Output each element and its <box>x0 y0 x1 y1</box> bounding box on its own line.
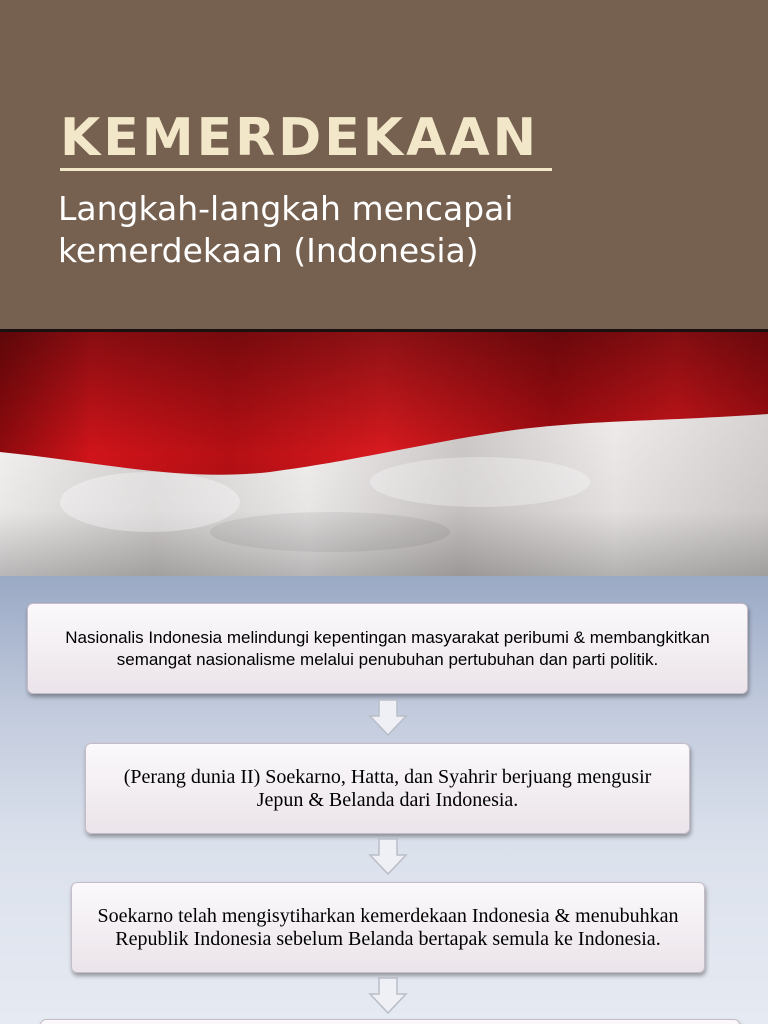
flow-step-1-text: Nasionalis Indonesia melindungi kepentingan masyarakat peribumi & membangkitkan semangat nasionalisme melalui penubuhan pertubuhan dan parti politik. <box>65 627 710 669</box>
flow-step-4 <box>40 1019 740 1024</box>
slide-title: KEMERDEKAAN <box>60 108 540 168</box>
indonesian-flag-image <box>0 332 768 576</box>
flow-step-1 <box>27 603 748 694</box>
slide-subtitle: Langkah-langkah mencapai kemerdekaan (Indonesia) <box>58 189 514 270</box>
down-arrow-icon <box>368 699 408 737</box>
flow-step-3-text: Soekarno telah mengisytiharkan kemerdekaan Indonesia & menubuhkan Republik Indonesia sebelum Belanda bertapak semula ke Indonesia. <box>97 904 679 950</box>
flow-step-3 <box>71 882 705 973</box>
flowchart-slide <box>0 576 768 1024</box>
down-arrow-icon <box>368 838 408 876</box>
title-underline <box>60 168 552 171</box>
title-band <box>0 0 768 330</box>
flow-step-2 <box>85 743 690 834</box>
down-arrow-icon <box>368 977 408 1015</box>
flow-step-2-text: (Perang dunia II) Soekarno, Hatta, dan Syahrir berjuang mengusir Jepun & Belanda dari Indonesia. <box>123 765 652 811</box>
